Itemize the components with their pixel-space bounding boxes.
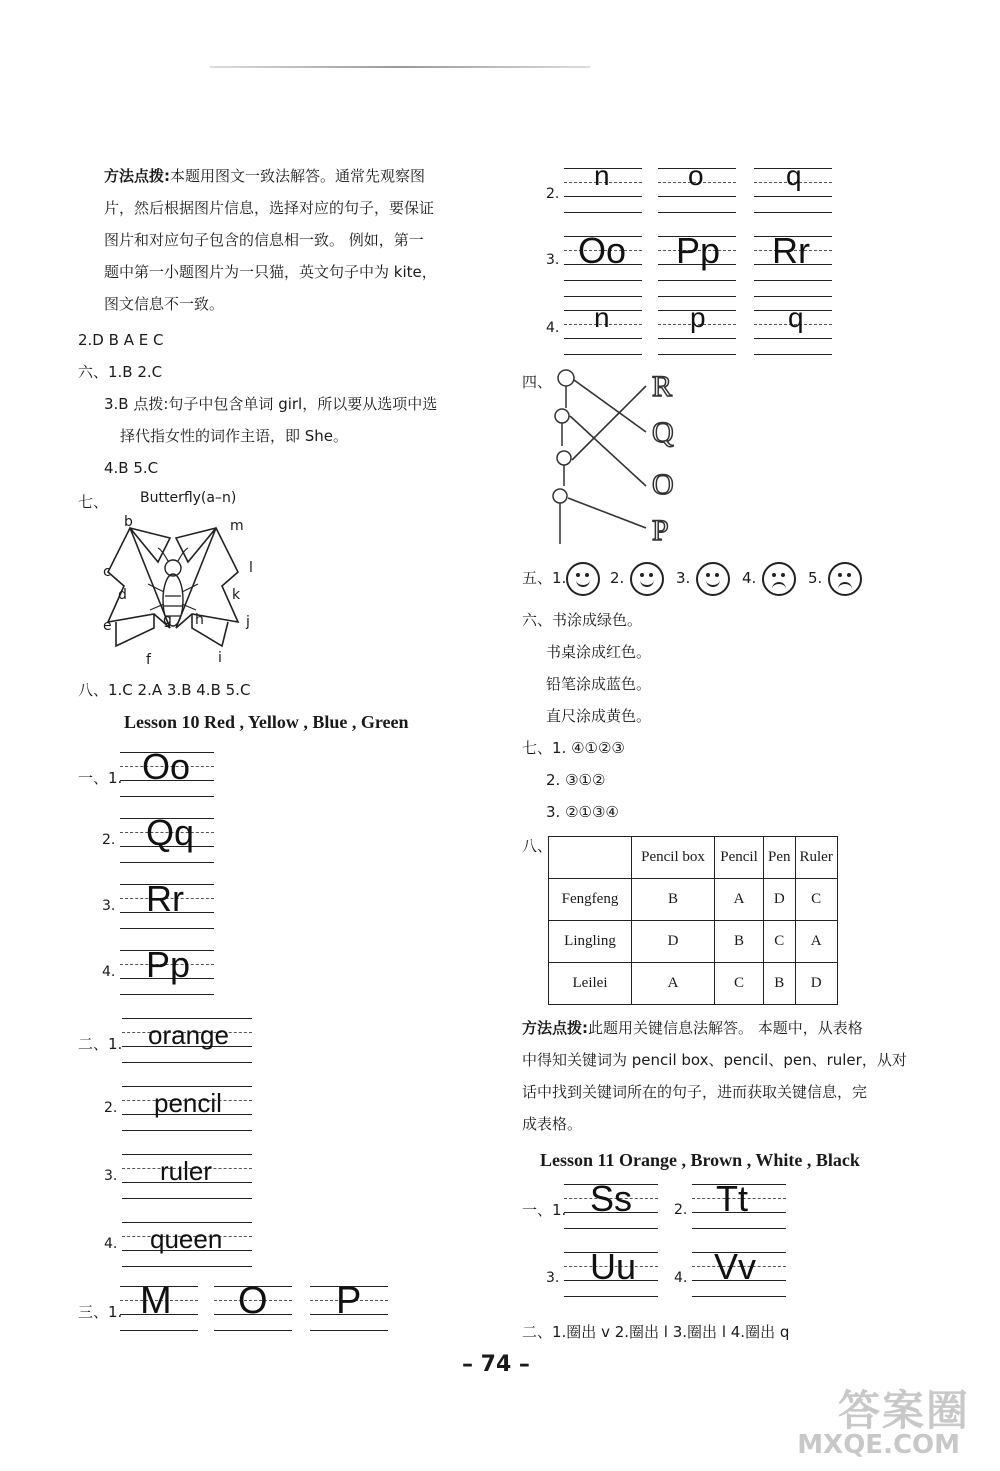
butterfly-letter: l	[249, 560, 253, 576]
tip-line: 话中找到关键词所在的句子，进而获取关键信息，完	[522, 1083, 868, 1101]
yi-label: 一、1.	[78, 769, 123, 787]
left-tip-block	[104, 160, 484, 320]
tip-line: 题中第一小题图片为一只猫，英文句子中为 kite，	[104, 263, 437, 281]
table-header: Pencil	[715, 837, 764, 879]
table-cell: D	[795, 963, 837, 1005]
writing-lines	[122, 1086, 252, 1132]
handwritten-letters: Vv	[714, 1246, 757, 1287]
liu-line: 直尺涂成黄色。	[546, 707, 652, 725]
writing-lines	[692, 1246, 786, 1298]
writing-lines	[692, 1178, 786, 1230]
table-row	[549, 963, 838, 1005]
writing-lines	[564, 1178, 658, 1230]
writing-lines	[120, 1280, 198, 1332]
item-number: 2.	[102, 832, 116, 848]
answer-eight: 八、1.C 2.A 3.B 4.B 5.C	[78, 681, 251, 699]
handwritten-letters: q	[788, 302, 804, 333]
handwritten-word: orange	[148, 1020, 229, 1050]
letter-R: R	[652, 370, 673, 403]
answer-six-4: 4.B 5.C	[104, 459, 159, 477]
sad-face-icon	[762, 562, 796, 596]
watermark-logo: 答案圈	[837, 1386, 970, 1435]
watermark-url: MXQE.COM	[797, 1430, 960, 1460]
table-cell: D	[632, 921, 715, 963]
handwritten-letters: P	[336, 1280, 362, 1322]
writing-lines	[658, 230, 736, 298]
item-number: 3.	[676, 569, 691, 587]
l11-er: 二、1.圈出 v 2.圈出 l 3.圈出 l 4.圈出 q	[522, 1323, 790, 1341]
tip-line: 成表格。	[522, 1115, 583, 1133]
left-figure	[555, 409, 569, 423]
handwritten-letters: n	[594, 160, 610, 191]
item-number: 4.	[674, 1270, 688, 1286]
item-number: 2.	[610, 569, 625, 587]
writing-lines	[120, 812, 214, 864]
table-cell: C	[795, 879, 837, 921]
qi-line: 七、1. ④①②③	[522, 739, 625, 757]
matching-diagram	[540, 368, 700, 550]
butterfly-letter: i	[218, 650, 222, 666]
handwritten-letters: Rr	[772, 230, 810, 271]
writing-lines	[122, 1222, 252, 1268]
handwritten-letters: O	[238, 1280, 268, 1322]
writing-lines	[120, 878, 214, 930]
er-label: 二、1.	[78, 1035, 123, 1053]
item-number: 3.	[104, 1168, 118, 1184]
table-header: Pen	[764, 837, 796, 879]
san-label: 三、1.	[78, 1303, 123, 1321]
table-row	[549, 921, 838, 963]
handwritten-letters: Tt	[716, 1178, 748, 1219]
item-number: 3.	[546, 252, 560, 268]
page-number: – 74 –	[462, 1352, 530, 1377]
writing-lines	[658, 160, 736, 214]
butterfly-letter: f	[146, 652, 151, 668]
item-number: 2.	[546, 186, 560, 202]
qi-line: 2. ③①②	[546, 771, 606, 789]
writing-lines	[564, 1246, 658, 1298]
table-cell: A	[632, 963, 715, 1005]
answer-table	[548, 836, 838, 1005]
ba-label: 八、	[522, 837, 553, 855]
table-cell: C	[764, 921, 796, 963]
wu-label: 五、1.	[522, 569, 567, 587]
item-number: 5.	[808, 569, 823, 587]
butterfly-left-wing	[108, 528, 170, 628]
answer-line: 3.B 点拨:句子中包含单词 girl，所以要从选项中选	[104, 395, 438, 413]
table-cell: C	[715, 963, 764, 1005]
top-divider	[210, 66, 590, 68]
table-header-row	[549, 837, 838, 879]
qi-line: 3. ②①③④	[546, 803, 619, 821]
table-cell: A	[795, 921, 837, 963]
writing-lines	[564, 302, 642, 356]
letter-P: P	[652, 514, 669, 547]
match-line	[574, 380, 646, 432]
table-cell: Lingling	[549, 921, 632, 963]
answer-six-1: 六、1.B 2.C	[78, 363, 163, 381]
seven-label: 七、	[78, 493, 109, 511]
handwritten-letters: n	[594, 302, 610, 333]
writing-lines	[754, 230, 832, 298]
butterfly-letter: h	[195, 612, 204, 628]
handwritten-letters: p	[690, 302, 706, 333]
writing-lines	[122, 1154, 252, 1200]
writing-lines	[122, 1018, 252, 1064]
left-figure	[553, 489, 567, 503]
lesson10-title: Lesson 10 Red , Yellow , Blue , Green	[124, 712, 409, 732]
writing-lines	[754, 302, 832, 356]
butterfly-letter: d	[118, 587, 127, 603]
smiley-face-icon	[566, 562, 600, 596]
item-number: 3.	[546, 1270, 560, 1286]
handwritten-letters: Qq	[146, 812, 195, 853]
handwritten-word: queen	[150, 1224, 223, 1254]
lesson11-title: Lesson 11 Orange , Brown , White , Black	[540, 1150, 860, 1170]
writing-lines	[214, 1280, 292, 1332]
item-number: 4.	[102, 964, 116, 980]
handwritten-letters: Pp	[146, 944, 191, 985]
butterfly-right-wing	[176, 528, 241, 628]
tip-line: 图片和对应句子包含的信息相一致。 例如，第一	[104, 231, 424, 249]
l11-yi-label: 一、1.	[522, 1201, 567, 1219]
writing-lines	[564, 230, 642, 298]
butterfly-left-tail	[116, 614, 154, 646]
item-number: 4.	[742, 569, 757, 587]
writing-lines	[310, 1280, 388, 1332]
si-label: 四、	[522, 373, 553, 391]
table-cell: A	[715, 879, 764, 921]
writing-lines	[658, 302, 736, 356]
table-header: Ruler	[795, 837, 837, 879]
answer-2: 2.D B A E C	[78, 331, 164, 349]
table-cell: B	[632, 879, 715, 921]
handwritten-letters: Rr	[146, 878, 184, 919]
butterfly-letter: b	[124, 514, 133, 530]
right-tip-block	[522, 1012, 922, 1140]
letter-O: O	[652, 468, 674, 501]
butterfly-letter: k	[232, 587, 241, 603]
handwritten-letters: Uu	[590, 1246, 637, 1287]
left-figure	[558, 370, 574, 386]
table-header: Pencil box	[632, 837, 715, 879]
handwritten-letters: M	[140, 1280, 172, 1322]
tip-line: 此题用关键信息法解答。 本题中，从表格	[588, 1019, 863, 1037]
smiley-face-icon	[696, 562, 730, 596]
table-cell: Fengfeng	[549, 879, 632, 921]
item-number: 3.	[102, 898, 116, 914]
tip-line: 本题用图文一致法解答。通常先观察图	[170, 167, 426, 185]
handwritten-word: pencil	[154, 1088, 222, 1118]
writing-lines	[754, 160, 832, 214]
butterfly-letter: e	[103, 618, 112, 634]
item-number: 4.	[104, 1236, 118, 1252]
sad-face-icon	[828, 562, 862, 596]
table-cell: B	[715, 921, 764, 963]
letter-Q: Q	[652, 416, 674, 449]
butterfly-letter: m	[230, 518, 244, 534]
handwritten-letters: o	[688, 160, 704, 191]
item-number: 2.	[104, 1100, 118, 1116]
writing-lines	[564, 160, 642, 214]
handwritten-letters: Ss	[590, 1178, 633, 1219]
tip-line: 片，然后根据图片信息，选择对应的句子，要保证	[104, 199, 435, 217]
handwritten-letters: Pp	[676, 230, 721, 271]
table-header	[549, 837, 632, 879]
liu-line: 铅笔涂成蓝色。	[546, 675, 652, 693]
handwritten-letters: q	[786, 160, 802, 191]
left-figure	[557, 451, 571, 465]
table-row	[549, 879, 838, 921]
tip-label: 方法点拨:	[104, 167, 170, 185]
handwritten-word: ruler	[160, 1156, 213, 1186]
butterfly-title: Butterfly(a–n)	[140, 490, 237, 506]
liu-line: 六、书涂成绿色。	[522, 611, 643, 629]
liu-line: 书桌涂成红色。	[546, 643, 652, 661]
butterfly-letter: j	[246, 614, 250, 630]
answer-six-3	[104, 388, 437, 452]
item-number: 2.	[674, 1202, 688, 1218]
table-cell: Leilei	[549, 963, 632, 1005]
tip-line: 图文信息不一致。	[104, 295, 225, 313]
tip-line: 中得知关键词为 pencil box、pencil、pen、ruler，从对	[522, 1051, 907, 1069]
tip-label: 方法点拨:	[522, 1019, 588, 1037]
item-number: 4.	[546, 320, 560, 336]
answer-line: 择代指女性的词作主语，即 She。	[120, 427, 349, 445]
smiley-face-icon	[630, 562, 664, 596]
handwritten-letters: Oo	[142, 746, 191, 787]
writing-lines	[120, 944, 214, 996]
handwritten-letters: Oo	[578, 230, 627, 271]
butterfly-letter: c	[103, 564, 111, 580]
table-cell: D	[764, 879, 796, 921]
butterfly-letter: g	[163, 612, 172, 628]
writing-lines	[120, 746, 214, 798]
table-cell: B	[764, 963, 796, 1005]
match-line	[568, 498, 646, 528]
